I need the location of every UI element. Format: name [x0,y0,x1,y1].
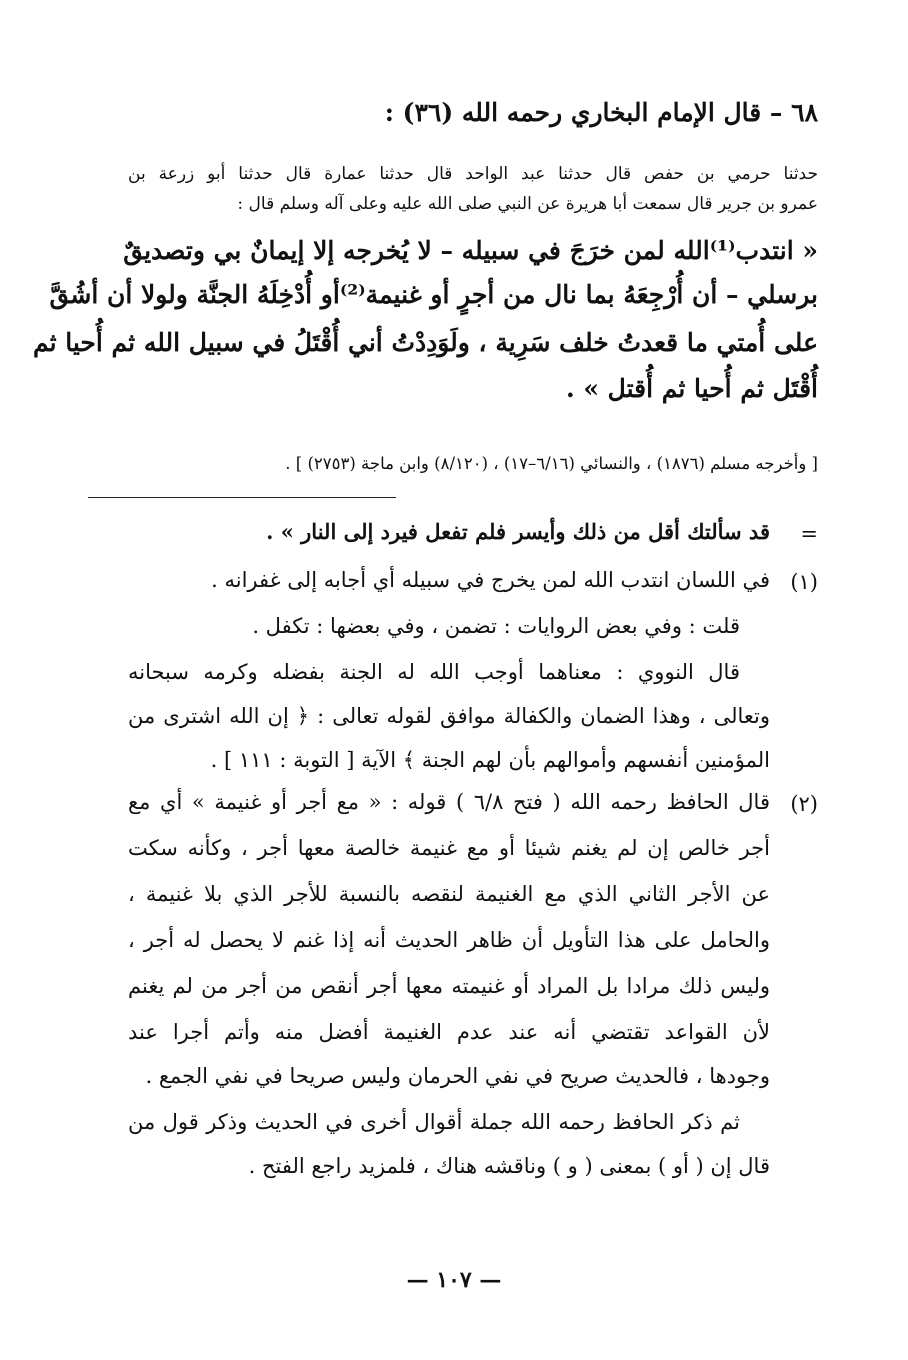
footnote-2-line-3: عن الأجر الثاني الذي مع الغنيمة لنقصه بالنسبة للأجر الذي بلا غنيمة ، [128,882,770,906]
footnote-2-line-2: أجر خالص إن لم يغنم شيئا أو مع غنيمة خالصة معها أجر ، وكأنه سكت [128,836,770,860]
footnote-1-nawawi-line-3: المؤمنين أنفسهم وأموالهم بأن لهم الجنة ﴾ الآية [ التوبة : ١١١ ] . [210,748,770,772]
hadith-heading: ٦٨ – قال الإمام البخاري رحمه الله (٣٦) : [384,98,818,127]
isnad-line-2: عمرو بن جرير قال سمعت أبا هريرة عن النبي صلى الله عليه وعلى آله وسلم قال : [237,194,818,214]
continuation-text: قد سألتك أقل من ذلك وأيسر فلم تفعل فيرد إلى النار » . [266,519,770,544]
takhrij-reference: [ وأخرجه مسلم (١٨٧٦) ، والنسائي (٦/١٦–١٧) ، (٨/١٢٠) وابن ماجة (٢٧٥٣) ] . [285,454,818,473]
footnote-2-line-7: وجودها ، فالحديث صريح في نفي الحرمان وليس صريحا في نفي الجمع . [145,1064,770,1088]
footnote-1-text: في اللسان انتدب الله لمن يخرج في سبيله أي أجابه إلى غفرانه . [211,568,770,592]
footnote-2-hafiz-line-2: قال إن ( أو ) بمعنى ( و ) وناقشه هناك ، فلمزيد راجع الفتح . [248,1154,770,1178]
matn-line-3: على أُمتي ما قعدتُ خلف سَرِية ، ولَوَدِدْتُ أني أُقْتَلُ في سبيل الله ثم أُحيا ثم [32,328,818,357]
footnote-2-number: (٢) [790,792,818,816]
footnote-2-line-1: قال الحافظ رحمه الله ( فتح ٦/٨ ) قوله : « مع أجر أو غنيمة » أي مع [128,790,770,814]
matn-line-1: « انتدب⁽¹⁾الله لمن خرَجَ في سبيله – لا يُخرجه إلا إيمانٌ بي وتصديقٌ [123,236,818,265]
matn-line-2: برسلي – أن أُرْجِعَهُ بما نال من أجرٍ أو غنيمة⁽²⁾أو أُدْخِلَهُ الجنَّة ولولا أن أشُقَّ [49,280,818,309]
footnote-1-nawawi-line-2: وتعالى ، وهذا الضمان والكفالة موافق لقوله تعالى : ﴿ إن الله اشترى من [128,704,770,728]
continuation-marker: = [800,522,818,546]
footnote-1-qult: قلت : وفي بعض الروايات : تضمن ، وفي بعضها : تكفل . [252,614,740,638]
page-number: — ١٠٧ — [406,1267,502,1293]
footnote-2-line-5: وليس ذلك مرادا بل المراد أو غنيمته معها أجر أنقص من أجر من لم يغنم [128,974,770,998]
footnote-2-hafiz-line-1: ثم ذكر الحافظ رحمه الله جملة أقوال أخرى في الحديث وذكر قول من [128,1110,740,1134]
isnad-line-1: حدثنا حرمي بن حفص قال حدثنا عبد الواحد قال حدثنا عمارة قال حدثنا أبو زرعة بن [128,164,818,184]
matn-line-4: أُقْتَل ثم أُحيا ثم أُقتل » . [565,374,818,403]
footnote-2-line-6: لأن القواعد تقتضي أنه عند عدم الغنيمة أفضل منه وأتم أجرا عند [128,1020,770,1044]
footnote-2-line-4: والحامل على هذا التأويل أن ظاهر الحديث أنه إذا غنم لا يحصل له أجر ، [128,928,770,952]
footnote-1-nawawi-line-1: قال النووي : معناهما أوجب الله له الجنة بفضله وكرمه سبحانه [128,660,740,684]
footnote-separator [88,497,396,498]
footnote-1-number: (١) [790,570,818,594]
